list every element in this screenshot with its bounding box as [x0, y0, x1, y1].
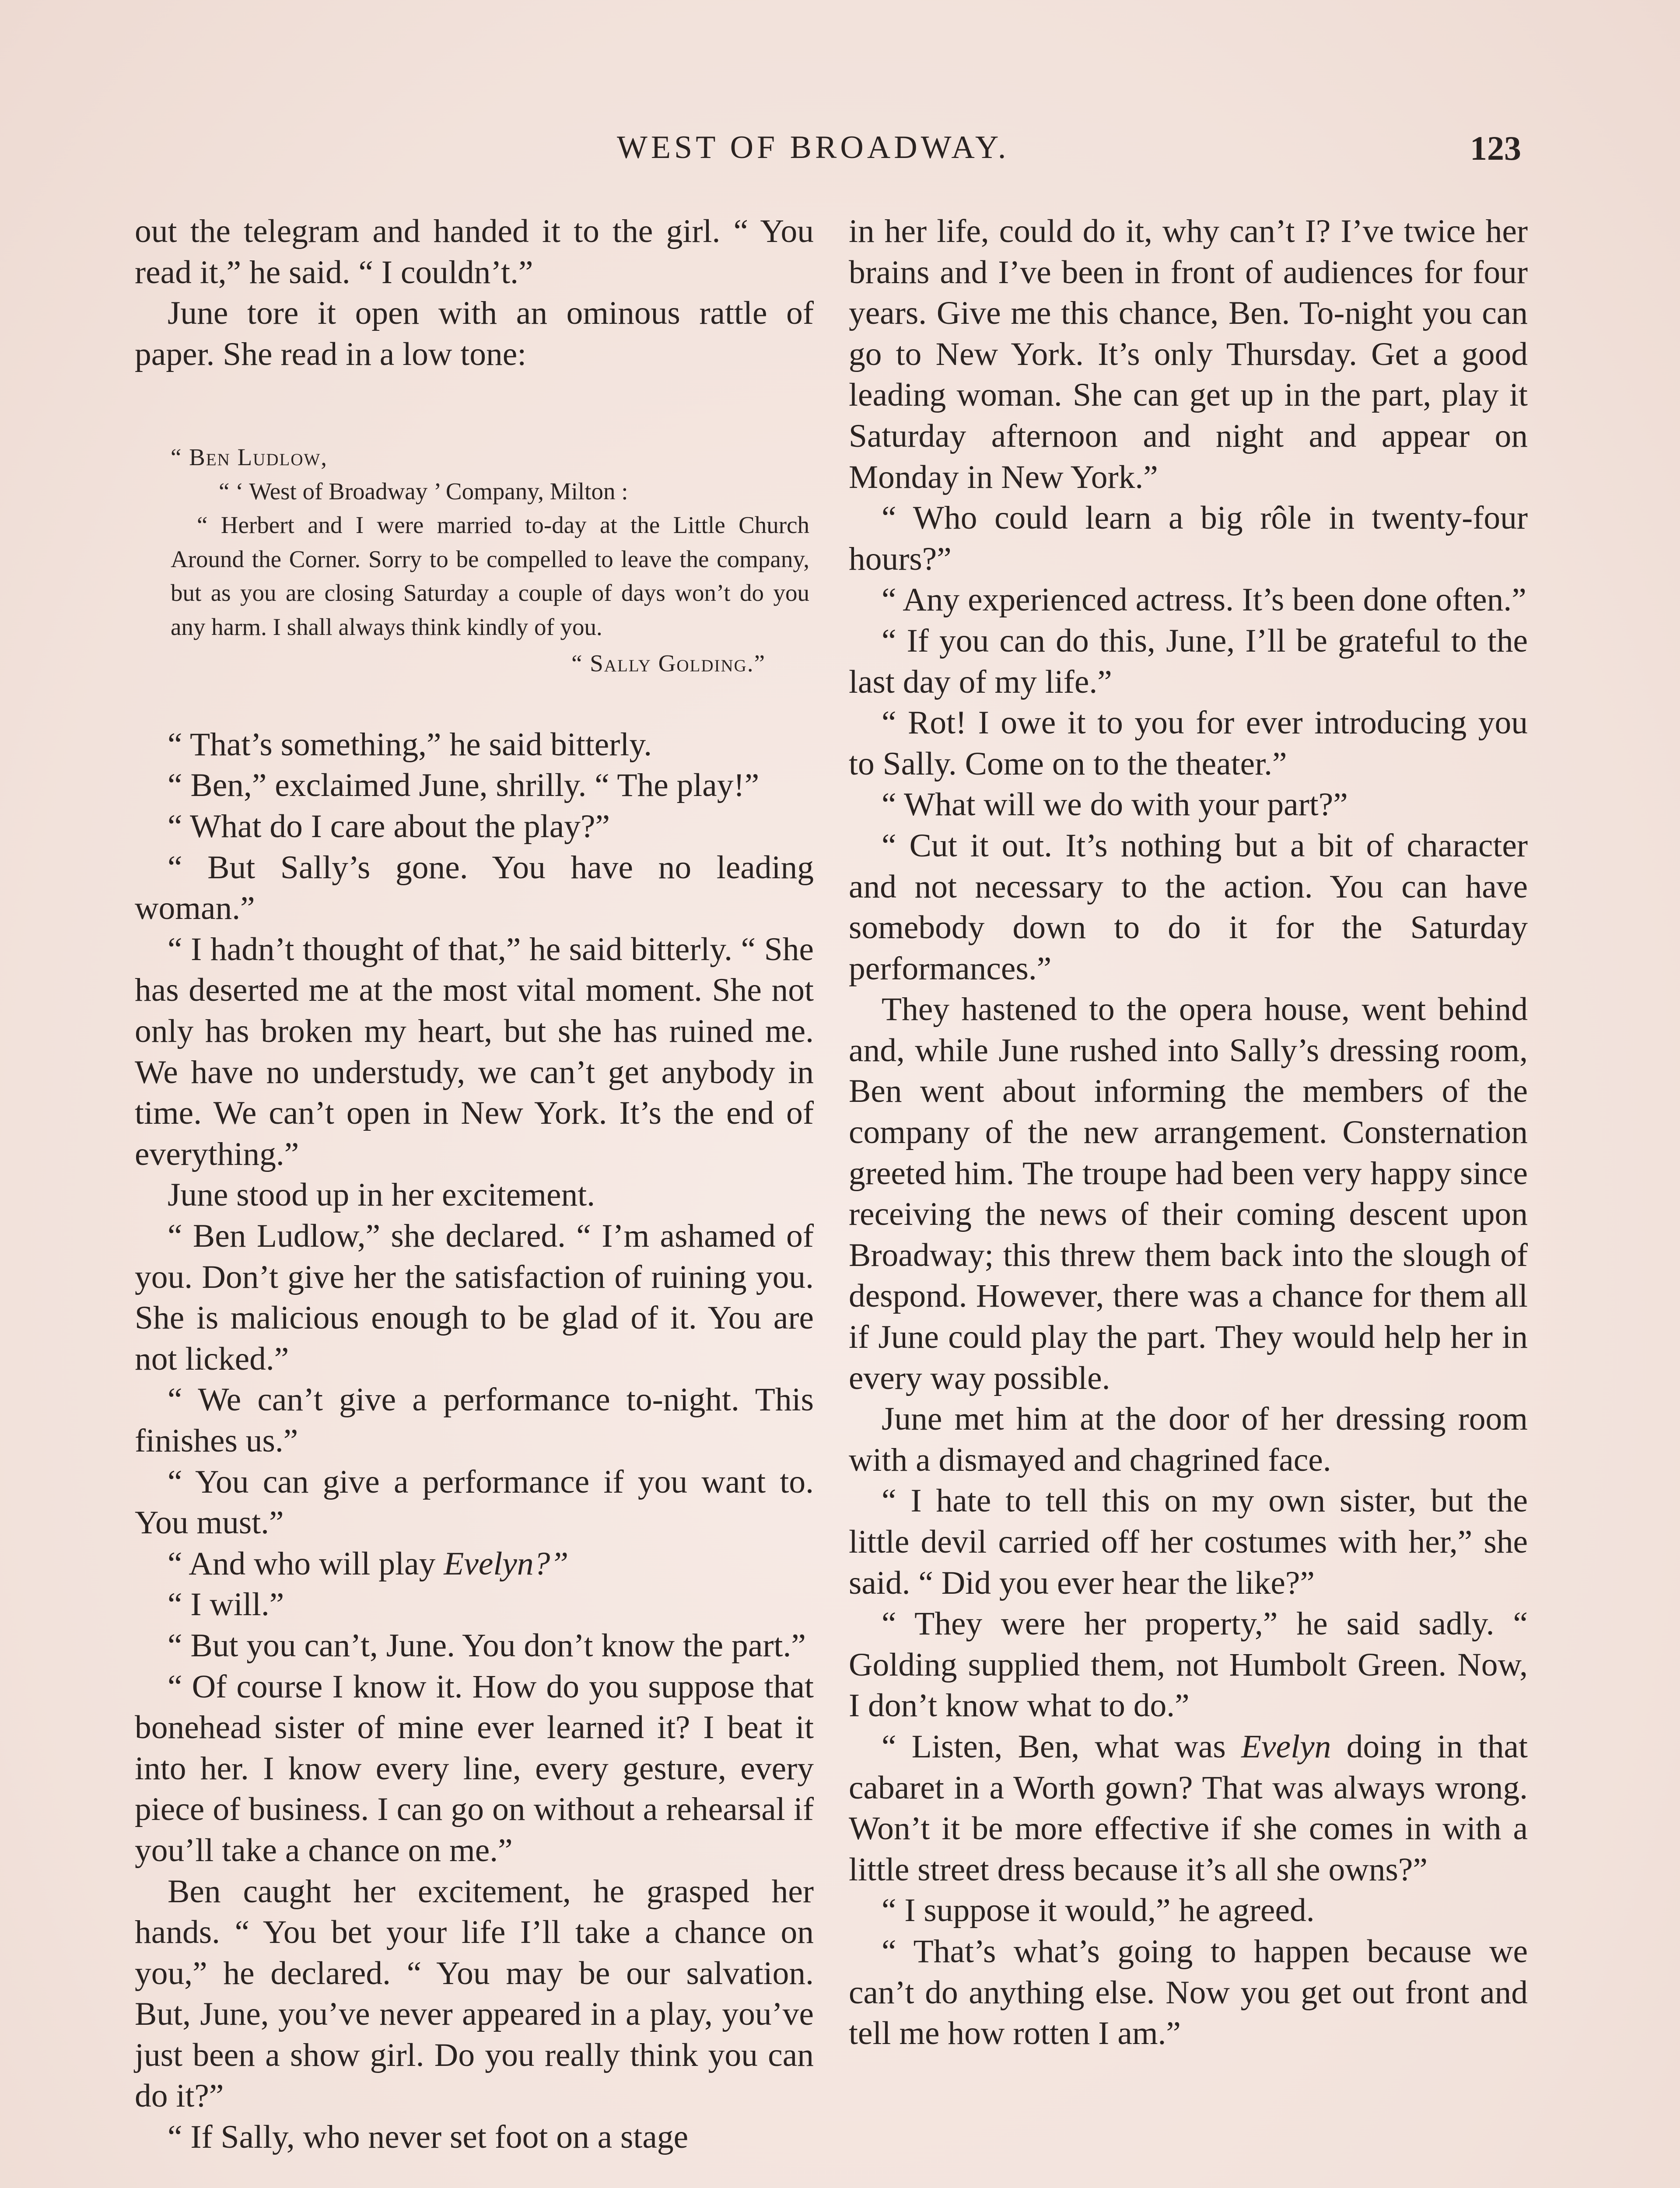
- paragraph: June met him at the door of her dressing room with a dismayed and chagrined face.: [849, 1401, 1528, 1478]
- paragraph: June stood up in her excitement.: [168, 1177, 595, 1213]
- paragraph: “ Any experienced actress. It’s been done often.”: [882, 582, 1526, 618]
- right-column: [849, 211, 1528, 2054]
- paragraph: “ That’s what’s going to happen because we can’t do anything else. Now you get out front and tell me how rotten I am.”: [849, 1933, 1528, 2052]
- paragraph: [849, 1726, 1528, 1890]
- paragraph: “ What will we do with your part?”: [882, 786, 1348, 823]
- paragraph: “ If Sally, who never set foot on a stage: [168, 2119, 689, 2156]
- paragraph: “ If you can do this, June, I’ll be grateful to the last day of my life.”: [849, 622, 1528, 700]
- paragraph: “ That’s something,” he said bitterly.: [168, 726, 652, 763]
- paragraph: “ Of course I know it. How do you suppose that bonehead sister of mine ever learned it? I beat it into her. I know every line, every gesture, every piece of business. I can go on without a rehearsal if you’ll take a chance on me.”: [135, 1668, 814, 1869]
- telegram-company: “ ‘ West of Broadway ’ Company, Milton :: [219, 477, 628, 505]
- page-number: 123: [1470, 129, 1521, 167]
- paragraph-text: “ Listen, Ben, what was: [882, 1728, 1241, 1765]
- paragraph: in her life, could do it, why can’t I? I’ve twice her brains and I’ve been in front of audiences for four years. Give me this chance, Ben. To-night you can go to New York. It’s only Thursday. Get a good leading woman. She can get up in the part, play it Saturday afternoon and night and appear on Monday in New York.”: [849, 213, 1528, 495]
- paragraph: out the telegram and handed it to the girl. “ You read it,” he said. “ I couldn’t.”: [135, 213, 814, 291]
- paragraph: [135, 1543, 814, 1585]
- paragraph: “ But Sally’s gone. You have no leading woman.”: [135, 849, 814, 927]
- italic-role-name: Evelyn?”: [444, 1545, 569, 1582]
- paragraph: They hastened to the opera house, went behind and, while June rushed into Sally’s dressing room, Ben went about informing the members of the company of the new arrangement. Consternation greeted him. The troupe had been very happy since receiving the news of their coming descent upon Broadway; this threw them back into the slough of despond. However, there was a chance for them all if June could play the part. They would help her in every way possible.: [849, 991, 1528, 1396]
- paragraph: “ But you can’t, June. You don’t know the part.”: [168, 1627, 806, 1664]
- paragraph: “ Ben Ludlow,” she declared. “ I’m ashamed of you. Don’t give her the satisfaction of ruining you. She is malicious enough to be glad of it. You are not licked.”: [135, 1218, 814, 1377]
- paragraph: “ Who could learn a big rôle in twenty-four hours?”: [849, 500, 1528, 577]
- left-column: [135, 211, 814, 2158]
- paragraph: “ We can’t give a performance to-night. This finishes us.”: [135, 1382, 814, 1459]
- paragraph: Ben caught her excitement, he grasped her hands. “ You bet your life I’ll take a chance on you,” he declared. “ You may be our salvation. But, June, you’ve never appeared in a play, you’ve just been a show girl. Do you really think you can do it?”: [135, 1873, 814, 2114]
- paragraph: “ I suppose it would,” he agreed.: [882, 1892, 1315, 1929]
- paragraph: “ You can give a performance if you want to. You must.”: [135, 1463, 814, 1541]
- paragraph: “ I will.”: [168, 1586, 284, 1623]
- paragraph-text: “ And who will play: [168, 1545, 444, 1582]
- paragraph-text: doing in that cabaret in a Worth gown? That was always wrong. Won’t it be more effective if she comes in with a little street dress because it’s all she owns?”: [849, 1728, 1528, 1888]
- paragraph: “ Rot! I owe it to you for ever introducing you to Sally. Come on to the theater.”: [849, 705, 1528, 782]
- paragraph: “ I hate to tell this on my own sister, but the little devil carried off her costumes with her,” she said. “ Did you ever hear the like?”: [849, 1483, 1528, 1601]
- paragraph: “ I hadn’t thought of that,” he said bitterly. “ She has deserted me at the most vital moment. She not only has broken my heart, but she has ruined me. We have no understudy, we can’t get anybody in time. We can’t open in New York. It’s the end of everything.”: [135, 931, 814, 1172]
- paragraph: “ Ben,” exclaimed June, shrilly. “ The play!”: [168, 767, 760, 804]
- paragraph: June tore it open with an ominous rattle of paper. She read in a low tone:: [135, 295, 814, 372]
- paragraph: “ What do I care about the play?”: [168, 808, 610, 845]
- running-title: WEST OF BROADWAY.: [617, 130, 1010, 165]
- telegram-body: “ Herbert and I were married to-day at the Little Church Around the Corner. Sorry to be compelled to leave the company, but as you are closing Saturday a couple of days won’t do you any harm. I shall always think kindly of you.: [171, 512, 809, 640]
- italic-role-name: Evelyn: [1241, 1728, 1331, 1765]
- paragraph: “ They were her property,” he said sadly. “ Golding supplied them, not Humbolt Green. Now, I don’t know what to do.”: [849, 1606, 1528, 1724]
- telegram-text: [171, 440, 809, 680]
- paragraph: “ Cut it out. It’s nothing but a bit of character and not necessary to the action. You can have somebody down to do it for the Saturday performances.”: [849, 827, 1528, 987]
- telegram-addressee: “ Ben Ludlow,: [171, 444, 328, 471]
- telegram-signature: “ Sally Golding.”: [571, 650, 766, 677]
